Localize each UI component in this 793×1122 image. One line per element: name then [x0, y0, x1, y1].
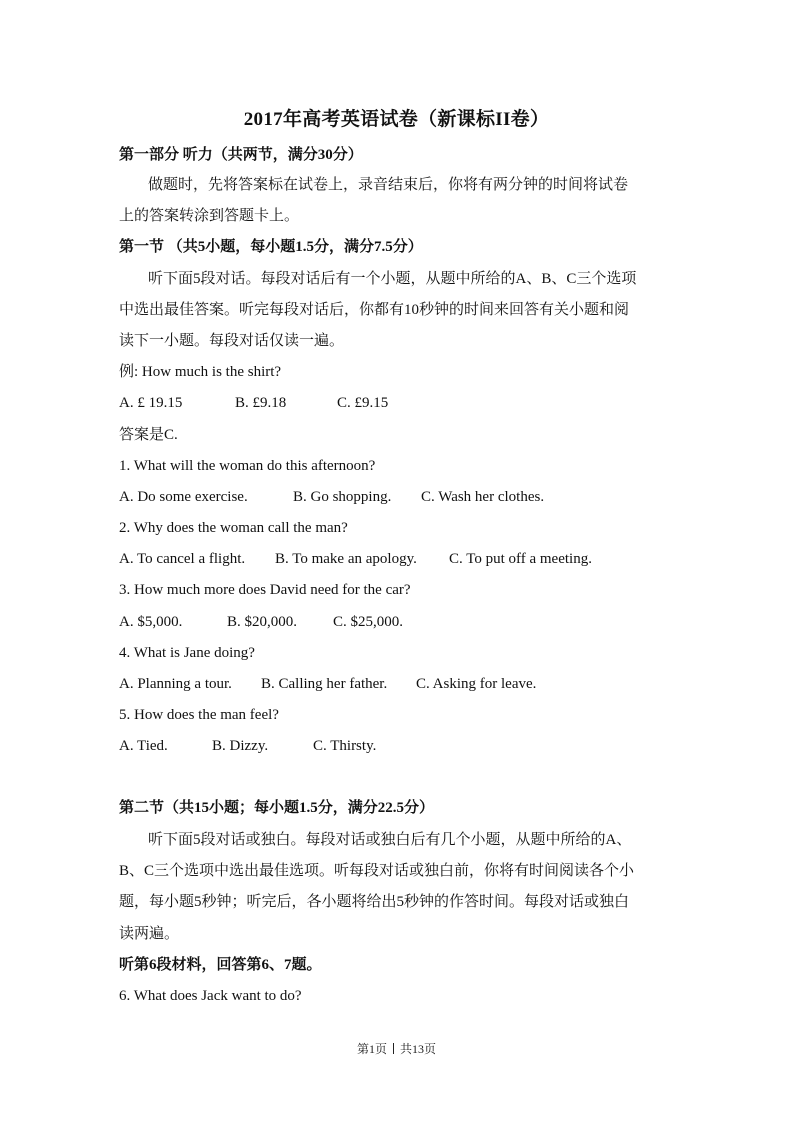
- question-2: 2. Why does the woman call the man?: [119, 520, 348, 536]
- section2-heading: 第二节（共15小题；每小题1.5分，满分22.5分）: [119, 800, 435, 816]
- section1-heading: 第一节 （共5小题，每小题1.5分，满分7.5分）: [119, 239, 423, 255]
- page-number-current: 第1页: [356, 1042, 387, 1056]
- question-4: 4. What is Jane doing?: [119, 645, 255, 661]
- section1-intro-line2: 中选出最佳答案。听完每段对话后，你都有10秒钟的时间来回答有关小题和阅: [119, 302, 630, 318]
- question-5-options: [119, 736, 376, 756]
- footer-separator: [393, 1043, 394, 1054]
- section2-intro-line3: 题，每小题5秒钟；听完后，各小题将给出5秒钟的作答时间。每段对话或独白: [119, 894, 630, 910]
- q2-option-b: B. To make an apology.: [275, 551, 417, 567]
- part1-intro-line2: 上的答案转涂到答题卡上。: [119, 208, 300, 224]
- section2-intro-line4: 读两遍。: [119, 926, 180, 942]
- page-title: 2017年高考英语试卷（新课标II卷）: [243, 109, 550, 130]
- question-1: 1. What will the woman do this afternoon?: [119, 458, 376, 474]
- material6-heading: 听第6段材料，回答第6、7题。: [119, 957, 322, 973]
- section1-intro-line3: 读下一小题。每段对话仅读一遍。: [119, 333, 345, 349]
- q3-option-a: A. $5,000.: [119, 614, 183, 630]
- q4-option-c: C. Asking for leave.: [416, 676, 537, 692]
- part1-heading: 第一部分 听力（共两节，满分30分）: [119, 147, 363, 163]
- section2-intro-line2: B、C三个选项中选出最佳选项。听每段对话或独白前，你将有时间阅读各个小: [119, 863, 635, 879]
- q3-option-c: C. $25,000.: [333, 614, 404, 630]
- example-option-b: B. £9.18: [235, 395, 287, 411]
- page-footer: [0, 1040, 793, 1057]
- q1-option-a: A. Do some exercise.: [119, 489, 248, 505]
- q5-option-a: A. Tied.: [119, 738, 168, 754]
- question-2-options: [119, 549, 592, 569]
- q4-option-a: A. Planning a tour.: [119, 676, 232, 692]
- question-6: 6. What does Jack want to do?: [119, 988, 302, 1004]
- example-option-a: A. £ 19.15: [119, 395, 183, 411]
- q5-option-b: B. Dizzy.: [212, 738, 269, 754]
- page-number-total: 共13页: [400, 1042, 437, 1056]
- section1-intro-line1: 听下面5段对话。每段对话后有一个小题，从题中所给的A、B、C三个选项: [148, 271, 637, 287]
- q5-option-c: C. Thirsty.: [313, 738, 377, 754]
- question-5: 5. How does the man feel?: [119, 707, 279, 723]
- q2-option-c: C. To put off a meeting.: [449, 551, 592, 567]
- part1-intro-line1: 做题时，先将答案标在试卷上，录音结束后，你将有两分钟的时间将试卷: [148, 177, 629, 193]
- question-4-options: [119, 674, 536, 694]
- q3-option-b: B. $20,000.: [227, 614, 298, 630]
- q2-option-a: A. To cancel a flight.: [119, 551, 246, 567]
- question-1-options: [119, 487, 544, 507]
- example-option-c: C. £9.15: [337, 395, 389, 411]
- section2-intro-line1: 听下面5段对话或独白。每段对话或独白后有几个小题，从题中所给的A、: [148, 832, 632, 848]
- example-question: 例: How much is the shirt?: [119, 364, 282, 380]
- question-3-options: [119, 612, 403, 632]
- question-3: 3. How much more does David need for the car?: [119, 582, 411, 598]
- q1-option-c: C. Wash her clothes.: [421, 489, 545, 505]
- q1-option-b: B. Go shopping.: [293, 489, 392, 505]
- example-answer: 答案是C.: [119, 427, 178, 443]
- q4-option-b: B. Calling her father.: [261, 676, 388, 692]
- example-options: [119, 393, 388, 413]
